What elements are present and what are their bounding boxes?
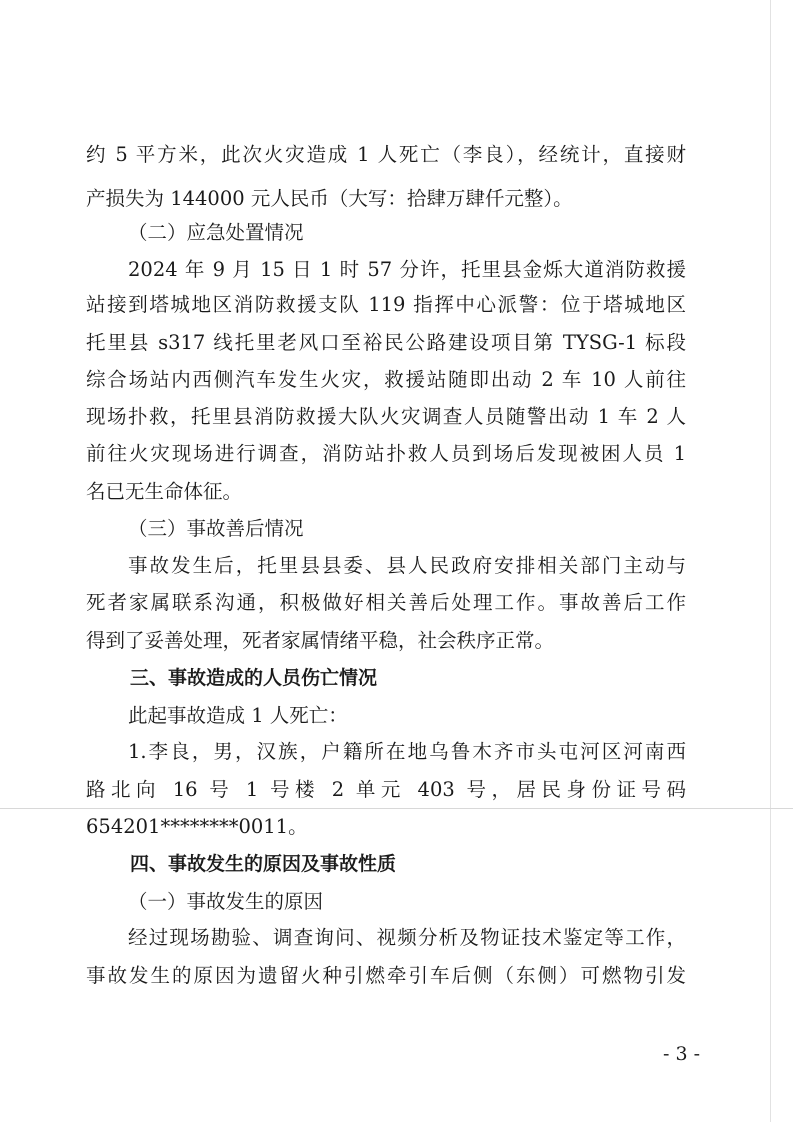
body-text-line: 死者家属联系沟通，积极做好相关善后处理工作。事故善后工作 [86,591,686,614]
body-text-line: 2024 年 9 月 15 日 1 时 57 分许，托里县金烁大道消防救援 [128,258,686,281]
body-text-line: 事故发生的原因为遗留火种引燃牵引车后侧（东侧）可燃物引发 [86,964,686,987]
body-text-line: 654201********0011。 [86,815,308,838]
section-heading: 三、事故造成的人员伤亡情况 [130,667,378,689]
body-text-line: 托里县 s317 线托里老风口至裕民公路建设项目第 TYSG-1 标段 [86,331,686,354]
body-text-line: （一）事故发生的原因 [128,890,324,913]
body-text-line: 站接到塔城地区消防救援支队 119 指挥中心派警：位于塔城地区 [86,293,686,316]
body-text-line: 名已无生命体征。 [86,480,243,503]
body-text-line: 经过现场勘验、调查询问、视频分析及物证技术鉴定等工作， [128,926,686,949]
page-number: - 3 - [662,1043,700,1065]
body-text-line: （三）事故善后情况 [128,517,304,540]
section-heading: 四、事故发生的原因及事故性质 [130,853,397,875]
body-text-line: 此起事故造成 1 人死亡： [128,704,348,727]
body-text-line: 得到了妥善处理，死者家属情绪平稳，社会秩序正常。 [86,629,555,652]
body-text-line: 综合场站内西侧汽车发生火灾，救援站随即出动 2 车 10 人前往 [86,368,686,391]
scan-divider [0,808,793,809]
body-text-line: 事故发生后，托里县县委、县人民政府安排相关部门主动与 [128,554,686,577]
body-text-line: 现场扑救，托里县消防救援大队火灾调查人员随警出动 1 车 2 人 [86,405,686,428]
body-text-line: 路北向 16 号 1 号楼 2 单元 403 号，居民身份证号码 [86,778,686,801]
body-text-line: 1.李良，男，汉族，户籍所在地乌鲁木齐市头屯河区河南西 [128,740,686,763]
scan-edge [770,0,771,1122]
body-text-line: 前往火灾现场进行调查，消防站扑救人员到场后发现被困人员 1 [86,442,686,465]
body-text-line: （二）应急处置情况 [128,221,304,244]
body-text-line: 产损失为 144000 元人民币（大写：拾肆万肆仟元整）。 [86,187,573,210]
body-text-line: 约 5 平方米，此次火灾造成 1 人死亡（李良），经统计，直接财 [86,143,686,166]
